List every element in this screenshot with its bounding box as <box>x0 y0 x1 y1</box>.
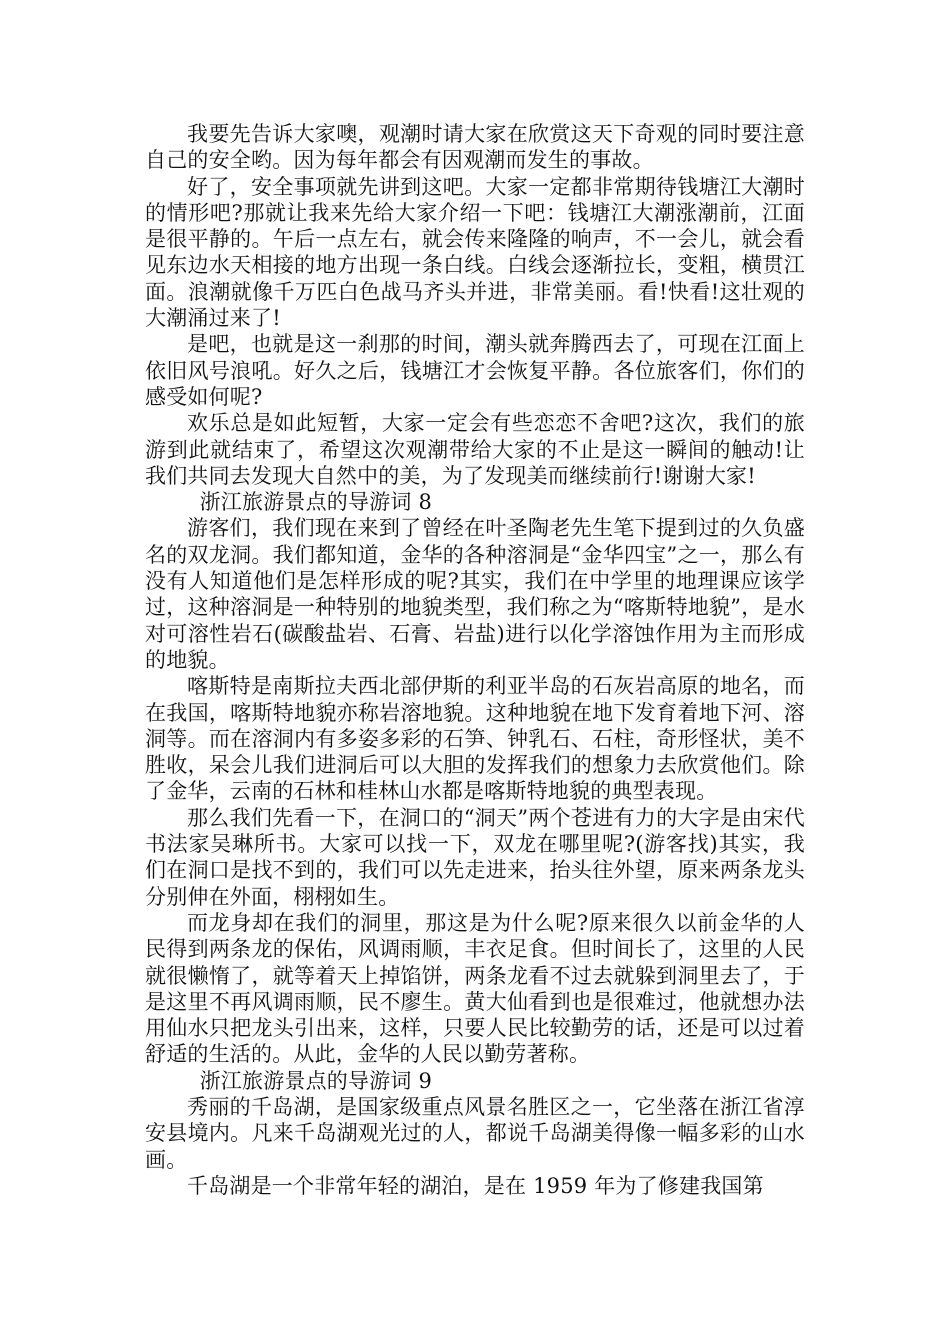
section-heading-8: 浙江旅游景点的导游词 8 <box>199 490 433 515</box>
paragraph-dragon-legend: 而龙身却在我们的洞里，那这是为什么呢?原来很久以前金华的人民得到两条龙的保佑，风调雨顺，丰衣足食。但时间长了，这里的人民就很懒惰了，就等着天上掉馅饼，两条龙看不过去就躲到洞里去了，于是这里不再风调雨顺，民不廖生。黄大仙看到也是很难过，他就想办法用仙水只把龙头引出来，这样，只要人民比较勤劳的话，还是可以过着舒适的生活的。从此，金华的人民以勤劳著称。 <box>145 910 805 1067</box>
paragraph-tide-passing: 是吧，也就是这一刹那的时间，潮头就奔腾西去了，可现在江面上依旧风号浪吼。好久之后，钱塘江才会恢复平静。各位旅客们，你们的感受如何呢? <box>145 332 805 409</box>
document-page <box>145 121 805 1199</box>
paragraph-qiandao-lake-history: 千岛湖是一个非常年轻的湖泊，是在 1959 年为了修建我国第 <box>187 1173 764 1198</box>
paragraph-karst: 喀斯特是南斯拉夫西北部伊斯的利亚半岛的石灰岩高原的地名，而在我国，喀斯特地貌亦称岩溶地貌。这种地貌在地下发育着地下河、溶洞等。而在溶洞内有多姿多彩的石笋、钟乳石、石柱，奇形怪状，美不胜收，呆会儿我们进洞后可以大胆的发挥我们的想象力去欣赏他们。除了金华，云南的石林和桂林山水都是喀斯特地貌的典型表现。 <box>145 674 805 804</box>
paragraph-cave-entrance: 那么我们先看一下，在洞口的“洞天”两个苍进有力的大字是由宋代书法家吴琳所书。大家可以找一下，双龙在哪里呢?(游客找)其实，我们在洞口是找不到的，我们可以先走进来，抬头往外望，原来两条龙头分别伸在外面，栩栩如生。 <box>145 805 805 909</box>
paragraph-tide-description: 好了，安全事项就先讲到这吧。大家一定都非常期待钱塘江大潮时的情形吧?那就让我来先给大家介绍一下吧：钱塘江大潮涨潮前，江面是很平静的。午后一点左右，就会传来隆隆的响声，不一会儿，就会看见东边水天相接的地方出现一条白线。白线会逐渐拉长，变粗，横贯江面。浪潮就像千万匹白色战马齐头并进，非常美丽。看!快看!这壮观的大潮涌过来了! <box>145 174 805 331</box>
paragraph-qiandao-lake: 秀丽的千岛湖，是国家级重点风景名胜区之一，它坐落在浙江省淳安县境内。凡来千岛湖观光过的人，都说千岛湖美得像一幅多彩的山水画。 <box>145 1094 805 1172</box>
paragraph-farewell: 欢乐总是如此短暂，大家一定会有些恋恋不舍吧?这次，我们的旅游到此就结束了，希望这次观潮带给大家的不止是这一瞬间的触动!让我们共同去发现大自然中的美，为了发现美而继续前行!谢谢大家! <box>145 411 805 488</box>
paragraph-shuanglong-cave: 游客们，我们现在来到了曾经在叶圣陶老先生笔下提到过的久负盛名的双龙洞。我们都知道，金华的各种溶洞是“金华四宝”之一，那么有没有人知道他们是怎样形成的呢?其实，我们在中学里的地理课应该学过，这种溶洞是一种特别的地貌类型，我们称之为“喀斯特地貌”，是水对可溶性岩石(碳酸盐岩、石膏、岩盐)进行以化学溶蚀作用为主而形成的地貌。 <box>145 516 805 672</box>
section-heading-9: 浙江旅游景点的导游词 9 <box>199 1068 433 1093</box>
paragraph-safety-notice: 我要先告诉大家噢，观潮时请大家在欣赏这天下奇观的同时要注意自己的安全哟。因为每年都会有因观潮而发生的事故。 <box>145 122 805 173</box>
